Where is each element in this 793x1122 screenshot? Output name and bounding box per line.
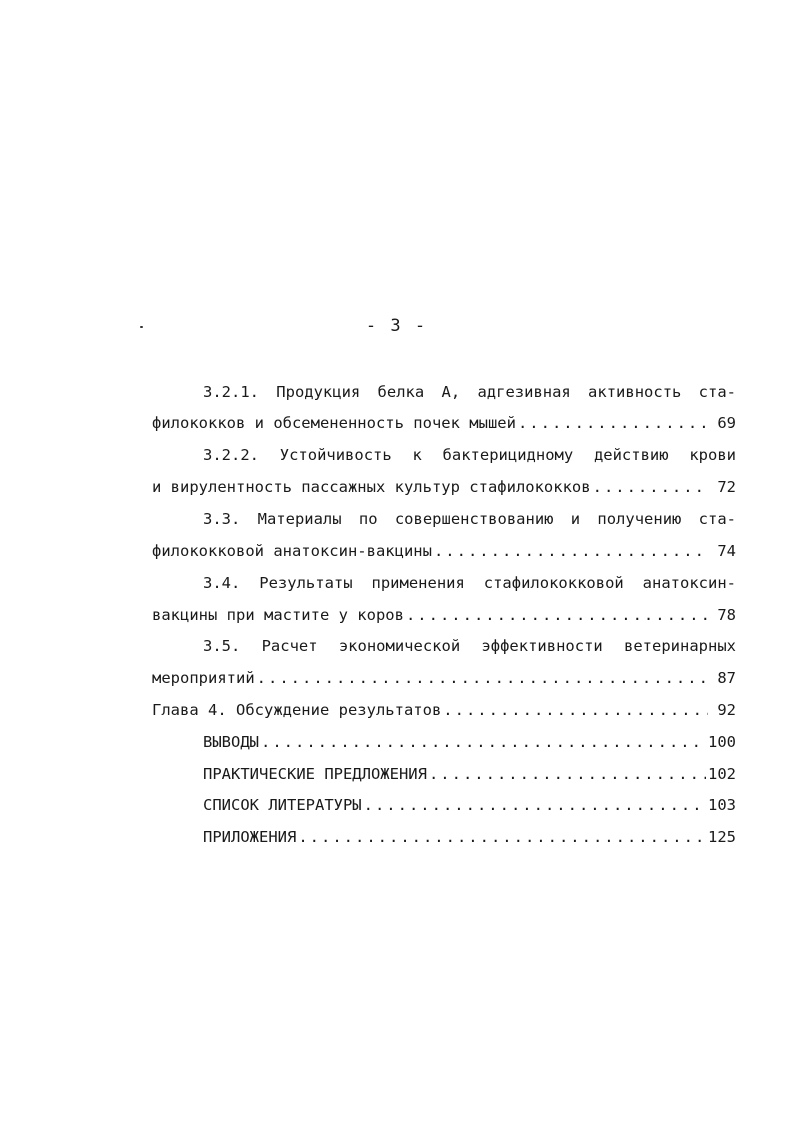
toc-page-number: 74: [717, 542, 736, 560]
toc-page-number: 102: [708, 765, 736, 783]
toc-entry-3-5-line2: [152, 666, 736, 690]
toc-entry-3-2-2-line2: [152, 475, 736, 499]
toc-page-number: 92: [717, 701, 736, 719]
dot-leader: [593, 475, 708, 499]
dot-leader: [406, 603, 708, 627]
toc-entry-3-4-line1: 3.4. Результаты применения стафилококковой анатоксин-: [203, 574, 736, 592]
toc-page-number: 78: [717, 606, 736, 624]
toc-page-number: 125: [708, 828, 736, 846]
toc-entry-practical-proposals: [203, 762, 736, 786]
toc-entry-3-3-line2: [152, 539, 736, 563]
toc-page-number: 103: [708, 796, 736, 814]
toc-entry-references: [203, 793, 736, 817]
toc-entry-text: СПИСОК ЛИТЕРАТУРЫ: [203, 796, 362, 814]
dot-leader: [257, 666, 708, 690]
dot-leader: [443, 698, 708, 722]
toc-entry-3-2-2-line1: 3.2.2. Устойчивость к бактерицидному действию крови: [203, 446, 736, 464]
toc-entry-text: филококков и обсемененность почек мышей: [152, 414, 516, 432]
page-number: - 3 -: [365, 316, 428, 336]
toc-page-number: 72: [717, 478, 736, 496]
toc-entry-3-4-line2: [152, 603, 736, 627]
dot-leader: [434, 539, 708, 563]
toc-entry-3-5-line1: 3.5. Расчет экономической эффективности ветеринарных: [203, 637, 736, 655]
toc-entry-3-2-1-line1: 3.2.1. Продукция белка А, адгезивная активность ста-: [203, 383, 736, 401]
toc-entry-text: Глава 4. Обсуждение результатов: [152, 701, 442, 719]
toc-page-number: 100: [708, 733, 736, 751]
dot-leader: [298, 825, 706, 849]
toc-entry-text: мероприятий: [152, 669, 255, 687]
toc-page-number: 69: [717, 414, 736, 432]
toc-entry-conclusions: [203, 730, 736, 754]
dot-leader: [364, 793, 706, 817]
toc-entry-text: ПРИЛОЖЕНИЯ: [203, 828, 297, 846]
toc-entry-3-3-line1: 3.3. Материалы по совершенствованию и получению ста-: [203, 510, 736, 528]
toc-entry-text: филококковой анатоксин-вакцины: [152, 542, 432, 560]
toc-entry-text: и вирулентность пассажных культур стафилококков: [152, 478, 591, 496]
dot-leader: [518, 411, 708, 435]
toc-entry-text: ПРАКТИЧЕСКИЕ ПРЕДЛОЖЕНИЯ: [203, 765, 427, 783]
toc-entry-text: ВЫВОДЫ: [203, 733, 259, 751]
toc-entry-3-2-1-line2: [152, 411, 736, 435]
dot-leader: [429, 762, 706, 786]
toc-entry-chapter-4: [152, 698, 736, 722]
dot-leader: [261, 730, 706, 754]
toc-entry-appendices: [203, 825, 736, 849]
toc-entry-text: вакцины при мастите у коров: [152, 606, 404, 624]
toc-page-number: 87: [717, 669, 736, 687]
